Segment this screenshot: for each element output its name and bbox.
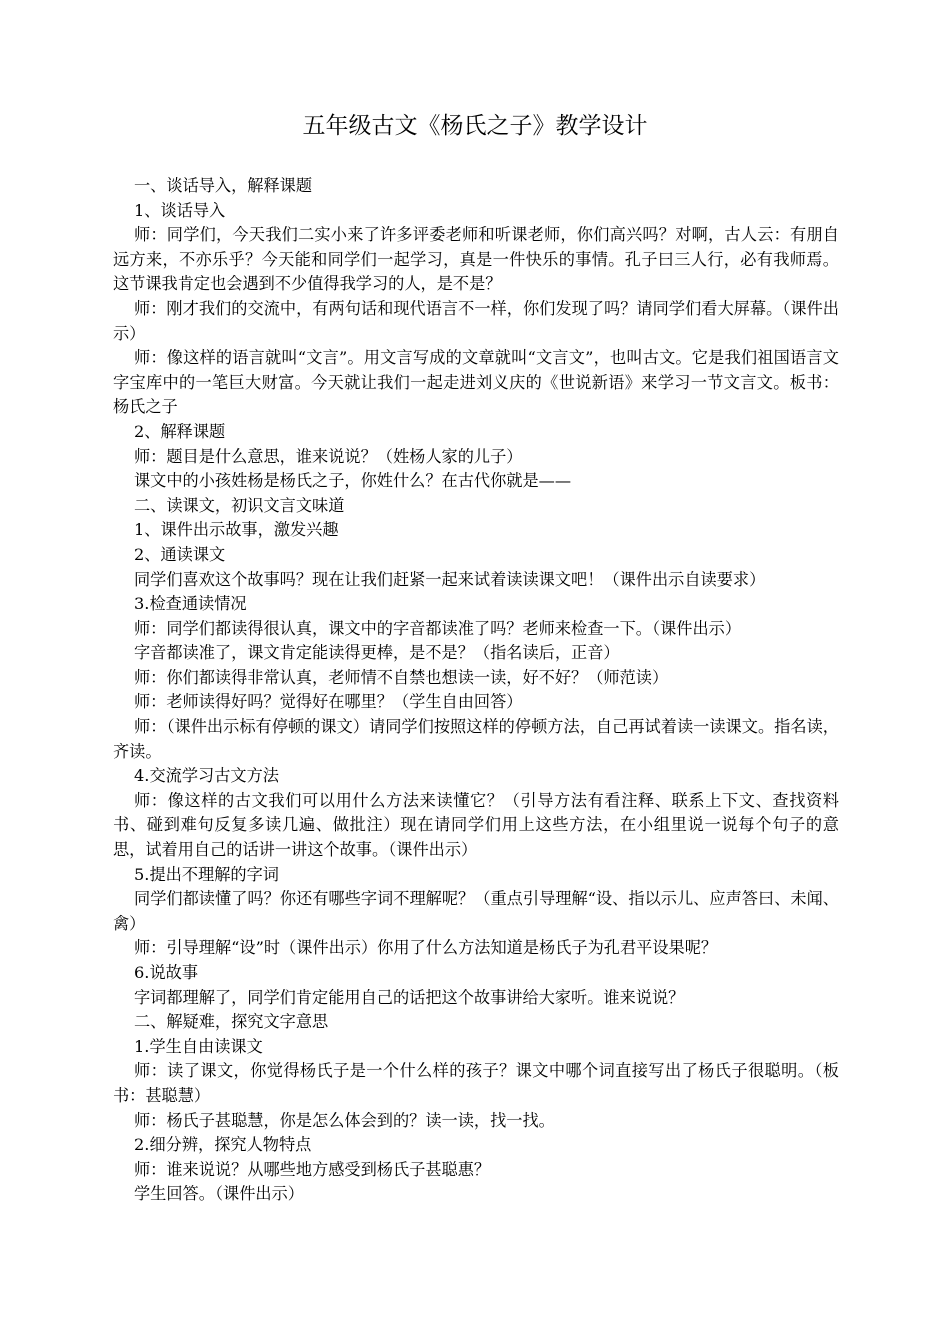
subsection-heading: 2.细分辨，探究人物特点 — [134, 1135, 312, 1155]
paragraph: 同学们都读懂了吗？你还有哪些字词不理解呢？（重点引导理解“设、指以示儿、应声答曰、未闻、禽） — [113, 889, 839, 933]
paragraph: 师：同学们，今天我们二实小来了许多评委老师和听课老师，你们高兴吗？对啊，古人云：有朋自远方来，不亦乐乎？今天能和同学们一起学习，真是一件快乐的事情。孔子曰三人行，必有我师焉。这节课我肯定也会遇到不少值得我学习的人，是不是？ — [113, 225, 839, 294]
document-title: 五年级古文《杨氏之子》教学设计 — [302, 113, 648, 139]
paragraph: 同学们喜欢这个故事吗？现在让我们赶紧一起来试着读读课文吧！（课件出示自读要求） — [134, 569, 766, 589]
paragraph: 师：像这样的语言就叫“文言”。用文言写成的文章就叫“文言文”，也叫古文。它是我们祖国语言文字宝库中的一笔巨大财富。今天就让我们一起走进刘义庆的《世说新语》来学习一节文言文。板书：杨氏之子 — [113, 348, 839, 417]
document-body — [113, 174, 839, 1207]
subsection-heading: 3.检查通读情况 — [134, 594, 247, 614]
paragraph: 课文中的小孩姓杨是杨氏之子，你姓什么？在古代你就是—— — [134, 471, 572, 491]
subsection-heading: 5.提出不理解的字词 — [134, 864, 279, 884]
paragraph: 师：（课件出示标有停顿的课文）请同学们按照这样的停顿方法，自己再试着读一读课文。指名读，齐读。 — [113, 717, 839, 761]
section-heading: 二、读课文，初识文言文味道 — [134, 495, 345, 515]
subsection-heading: 4.交流学习古文方法 — [134, 766, 279, 786]
paragraph: 师：题目是什么意思，谁来说说？（姓杨人家的儿子） — [134, 446, 523, 466]
paragraph: 字音都读准了，课文肯定能读得更棒，是不是？（指名读后，正音） — [134, 643, 620, 663]
paragraph: 师：老师读得好吗？觉得好在哪里？（学生自由回答） — [134, 692, 523, 712]
paragraph: 师：读了课文，你觉得杨氏子是一个什么样的孩子？课文中哪个词直接写出了杨氏子很聪明。（板书：甚聪慧） — [113, 1061, 839, 1105]
paragraph: 师：杨氏子甚聪慧，你是怎么体会到的？读一读，找一找。 — [134, 1110, 555, 1130]
subsection-heading: 1、谈话导入 — [134, 200, 226, 220]
subsection-heading: 1、课件出示故事，激发兴趣 — [134, 520, 339, 540]
paragraph: 字词都理解了，同学们肯定能用自己的话把这个故事讲给大家听。谁来说说？ — [134, 987, 685, 1007]
paragraph: 学生回答。（课件出示） — [134, 1184, 304, 1204]
subsection-heading: 1.学生自由读课文 — [134, 1036, 263, 1056]
section-heading: 一、谈话导入，解释课题 — [134, 176, 313, 195]
paragraph: 师：你们都读得非常认真，老师情不自禁也想读一读，好不好？（师范读） — [134, 667, 669, 687]
subsection-heading: 2、通读课文 — [134, 544, 226, 564]
paragraph: 师：引导理解“设”时（课件出示）你用了什么方法知道是杨氏子为孔君平设果呢？ — [134, 938, 718, 958]
section-heading: 二、解疑难，探究文字意思 — [134, 1012, 329, 1032]
subsection-heading: 6.说故事 — [134, 963, 199, 982]
paragraph: 师：刚才我们的交流中，有两句话和现代语言不一样，你们发现了吗？请同学们看大屏幕。（课件出示） — [113, 298, 839, 343]
paragraph: 师：谁来说说？从哪些地方感受到杨氏子甚聪惠？ — [134, 1159, 491, 1179]
subsection-heading: 2、解释课题 — [134, 421, 226, 441]
paragraph: 师：同学们都读得很认真，课文中的字音都读准了吗？老师来检查一下。（课件出示） — [134, 618, 742, 638]
paragraph: 师：像这样的古文我们可以用什么方法来读懂它？（引导方法有看注释、联系上下文、查找资料书、碰到难句反复多读几遍、做批注）现在请同学们用上这些方法，在小组里说一说每个句子的意思，试着用自己的话讲一讲这个故事。（课件出示） — [113, 790, 839, 860]
